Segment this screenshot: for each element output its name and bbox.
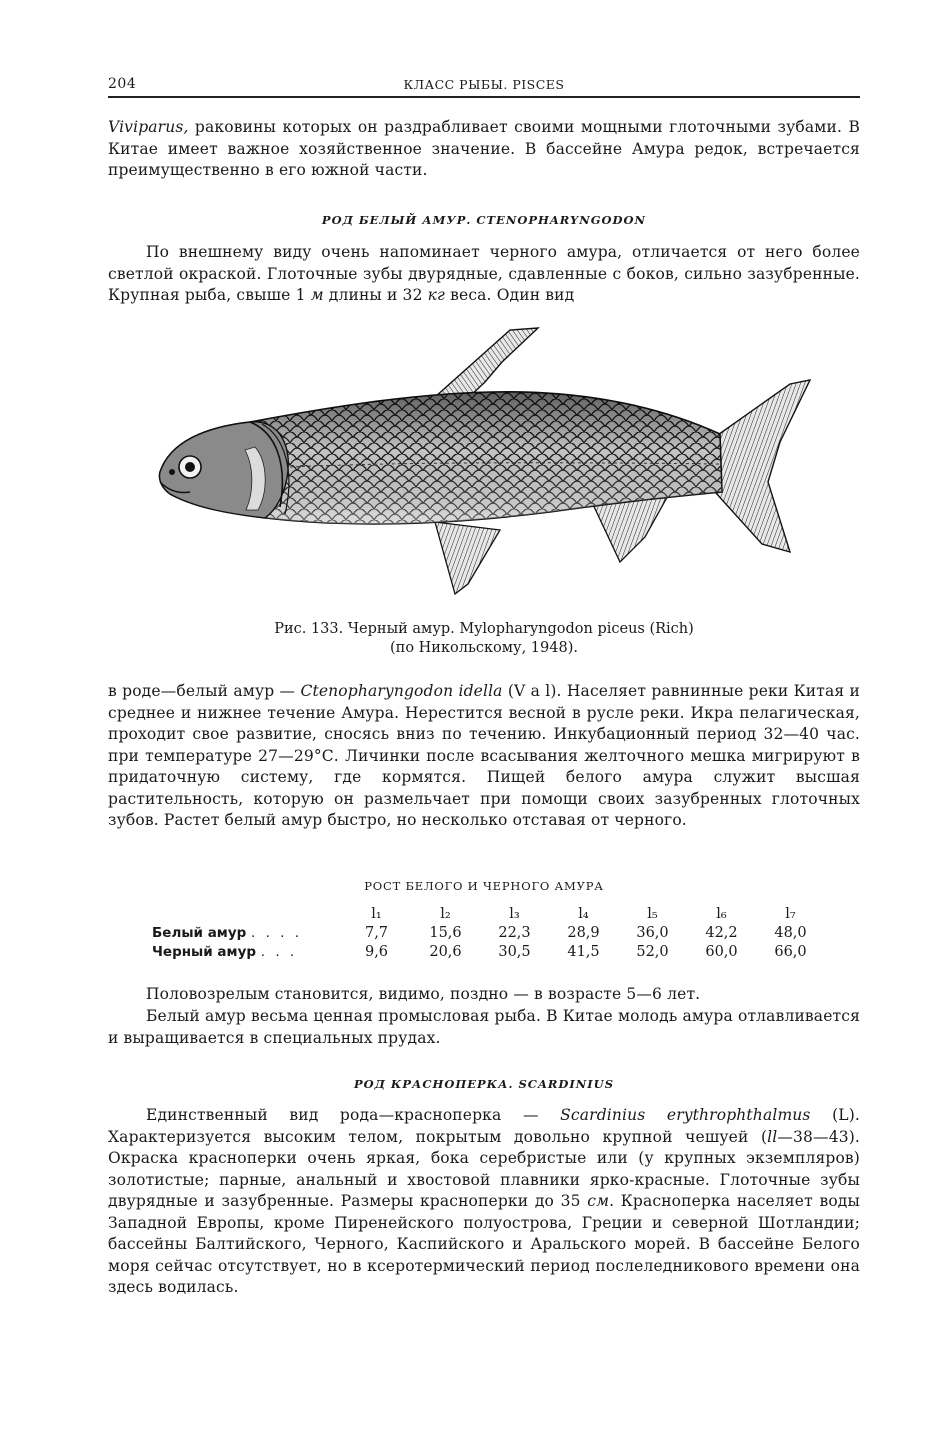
table-title: РОСТ БЕЛОГО И ЧЕРНОГО АМУРА [364,879,604,893]
table-cell: 28,9 [567,924,600,941]
text-fragment: По внешнему виду очень напоминает черного амура, отличается от него более светлой окраской. Глоточные зубы двурядные, сдавленные с боков, сильно зазубренные. Крупная рыба, свыше 1 [108,243,860,304]
table-cell: 60,0 [705,943,738,960]
text-fragment: (L). Характеризуется высоким телом, покрытым довольно крупной чешуей ( [108,1106,860,1146]
section-heading-scardinius: РОД КРАСНОПЕРКА. SCARDINIUS [353,1077,615,1091]
unit-kg: кг [427,286,446,304]
paragraph-text: раковины которых он раздрабливает своими мощными глоточными зубами. В Китае имеет важное хозяйственное значение. В бассейне Амура редок, встречается преимущественно в его южной части. [108,118,860,179]
row-label [152,942,342,961]
black-carp-illustration [150,322,820,612]
text-fragment: (V a l). Населяет равнинные реки Китая и среднее и нижнее течение Амура. Нерестится весной в русле реки. Икра пелагическая, проходит свое развитие, сносясь вниз по течению. Инкубационный период 32—40 час. при температуре 27—29°С. Личинки после всасывания желточного мешка мигрируют в придаточную систему, где кормятся. Пищей белого амура служит высшая растительность, которую он размельчает при помощи своих зазубренных глоточных зубов. Растет белый амур быстро, но несколько отставая от черного. [108,682,860,829]
row-label [152,923,342,942]
column-header: l₄ [578,905,589,922]
text-fragment: в роде—белый амур — [108,682,301,700]
running-title: КЛАСС РЫБЫ. PISCES [403,77,565,92]
leader-dots: . . . . [251,924,303,941]
row-name: Белый амур [152,924,247,941]
row-name: Черный амур [152,943,257,960]
empty-header-cell [152,904,342,923]
pelvic-fin [435,522,500,594]
caption-line-2: (по Никольскому, 1948). [390,640,578,656]
lateral-line-abbrev: ll [767,1127,778,1146]
table-cell: 42,2 [705,924,738,941]
unit-cm: см [587,1192,610,1210]
text-fragment: —38—43). Окраска красноперки очень яркая, бока серебристые или (у крупных экземпляров) золотистые; парные, анальный и хвостовой плавники ярко-красные. Глоточные зубы двурядные и зазубренные. Размеры красноперки до 35 [108,1127,860,1210]
growth-table [152,904,825,961]
table-cell: 41,5 [567,943,600,960]
text-fragment: веса. Один вид [445,286,575,304]
text-fragment: Единственный вид рода—красноперка — [146,1106,561,1124]
species-name: Ctenopharyngodon idella [300,682,503,700]
column-header: l₆ [716,905,727,922]
caption-line-1: Рис. 133. Черный амур. Mylopharyngodon piceus (Rich) [274,621,694,637]
paragraph-commercial-value: Белый амур весьма ценная промысловая рыба. В Китае молодь амура отлавливается и выращивается в специальных прудах. [108,1007,860,1047]
caudal-fin [715,380,810,552]
column-header: l₁ [371,905,382,922]
table-cell: 7,7 [364,924,389,941]
table-cell: 9,6 [364,943,389,960]
table-header-row [152,904,825,923]
genus-name: Viviparus, [108,118,189,136]
paragraph-white-amur [108,681,860,832]
table-row [152,942,825,961]
table-cell: 66,0 [774,943,807,960]
paragraph-rudd [108,1105,860,1299]
dorsal-fin [435,328,538,398]
species-name: Scardinius erythrophthalmus [560,1106,811,1124]
table-cell: 36,0 [636,924,669,941]
paragraph-genus-description [108,242,860,307]
column-header: l₃ [509,905,520,922]
table-cell: 52,0 [636,943,669,960]
column-header: l₅ [647,905,658,922]
figure-caption [108,620,860,658]
paragraph-maturity: Половозрелым становится, видимо, поздно — в возрасте 5—6 лет. [146,985,701,1003]
column-header: l₇ [785,905,796,922]
table-row [152,923,825,942]
table-cell: 30,5 [498,943,531,960]
section-heading-ctenopharyngodon: РОД БЕЛЫЙ АМУР. CTENOPHARYNGODON [321,213,647,227]
paragraph-viviparus [108,117,860,182]
table-cell: 15,6 [429,924,462,941]
text-fragment: . Красноперка населяет воды Западной Европы, кроме Пиренейского полуострова, Греции и северной Шотландии; бассейны Балтийского, Черного, Каспийского и Аральского морей. В бассейне Белого моря сейчас отсутствует, но в ксеротермический период послеледникового времени она здесь водилась. [108,1192,860,1296]
table-cell: 22,3 [498,924,531,941]
page-number: 204 [108,76,137,92]
table-cell: 20,6 [429,943,462,960]
running-header [108,74,860,98]
table-cell: 48,0 [774,924,807,941]
unit-m: м [310,286,324,304]
text-fragment: длины и 32 [323,286,428,304]
leader-dots: . . . [260,943,298,960]
column-header: l₂ [440,905,451,922]
